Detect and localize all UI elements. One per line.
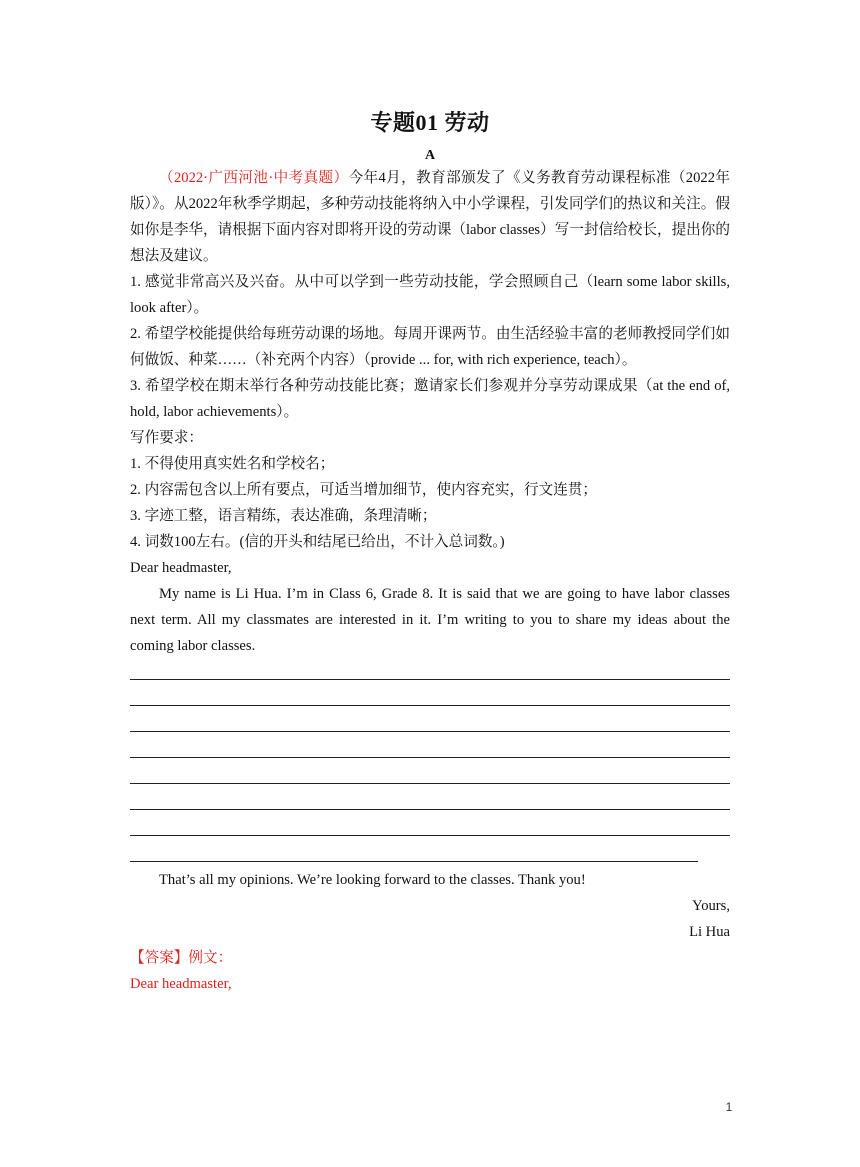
writing-line: [130, 810, 730, 836]
intro-text: 今年4月，教育部颁发了《义务教育劳动课程标准（2022年版）》。从2022年秋季学期起，多种劳动技能将纳入中小学课程，引发同学们的热议和关注。假如你是李华，请根据下面内容对即将开设的劳动课（labor classes）写一封信给校长，提出你的想法及建议。: [130, 170, 730, 264]
letter-opening: My name is Li Hua. I’m in Class 6, Grade 8. It is said that we are going to have labor classes next term. All my classmates are interested in it. I’m writing to you to share my ideas about the coming labor classes.: [130, 586, 730, 654]
requirements-heading: 写作要求：: [130, 430, 203, 446]
requirement-item: 2. 内容需包含以上所有要点，可适当增加细节，使内容充实，行文连贯；: [130, 482, 598, 498]
letter-closing: That’s all my opinions. We’re looking forward to the classes. Thank you!: [159, 872, 586, 888]
writing-lines: [130, 659, 730, 867]
source-tag: （2022·广西河池·中考真题）: [159, 170, 349, 186]
writing-line: [130, 784, 730, 810]
point-item: 2. 希望学校能提供给每班劳动课的场地。每周开课两节。由生活经验丰富的老师教授同学们如何做饭、种菜……（补充两个内容）（provide ... for, with rich experience, teach）。: [130, 326, 730, 368]
requirement-item: 1. 不得使用真实姓名和学校名；: [130, 456, 335, 472]
letter-greeting: Dear headmaster,: [130, 560, 232, 576]
writing-line: [130, 654, 730, 680]
page-number: 1: [725, 1100, 733, 1114]
writing-line: [130, 836, 698, 862]
point-item: 1. 感觉非常高兴及兴奋。从中可以学到一些劳动技能，学会照顾自己（learn some labor skills, look after）。: [130, 274, 730, 316]
writing-line: [130, 758, 730, 784]
answer-greeting: Dear headmaster,: [130, 976, 232, 992]
section-label: A: [424, 148, 436, 163]
signature: Li Hua: [689, 924, 730, 940]
answer-label: 【答案】例文：: [130, 950, 233, 966]
sign-off: Yours,: [692, 898, 730, 914]
document-body: [130, 165, 730, 997]
intro-paragraph: [130, 165, 730, 269]
point-item: 3. 希望学校在期末举行各种劳动技能比赛；邀请家长们参观并分享劳动课成果（at the end of, hold, labor achievements）。: [130, 378, 730, 420]
writing-line: [130, 680, 730, 706]
requirement-item: 3. 字迹工整，语言精练，表达准确，条理清晰；: [130, 508, 437, 524]
requirement-item: 4. 词数100左右。(信的开头和结尾已给出，不计入总词数。): [130, 534, 505, 550]
writing-line: [130, 706, 730, 732]
writing-line: [130, 732, 730, 758]
page-title: 专题01 劳动: [370, 110, 490, 135]
